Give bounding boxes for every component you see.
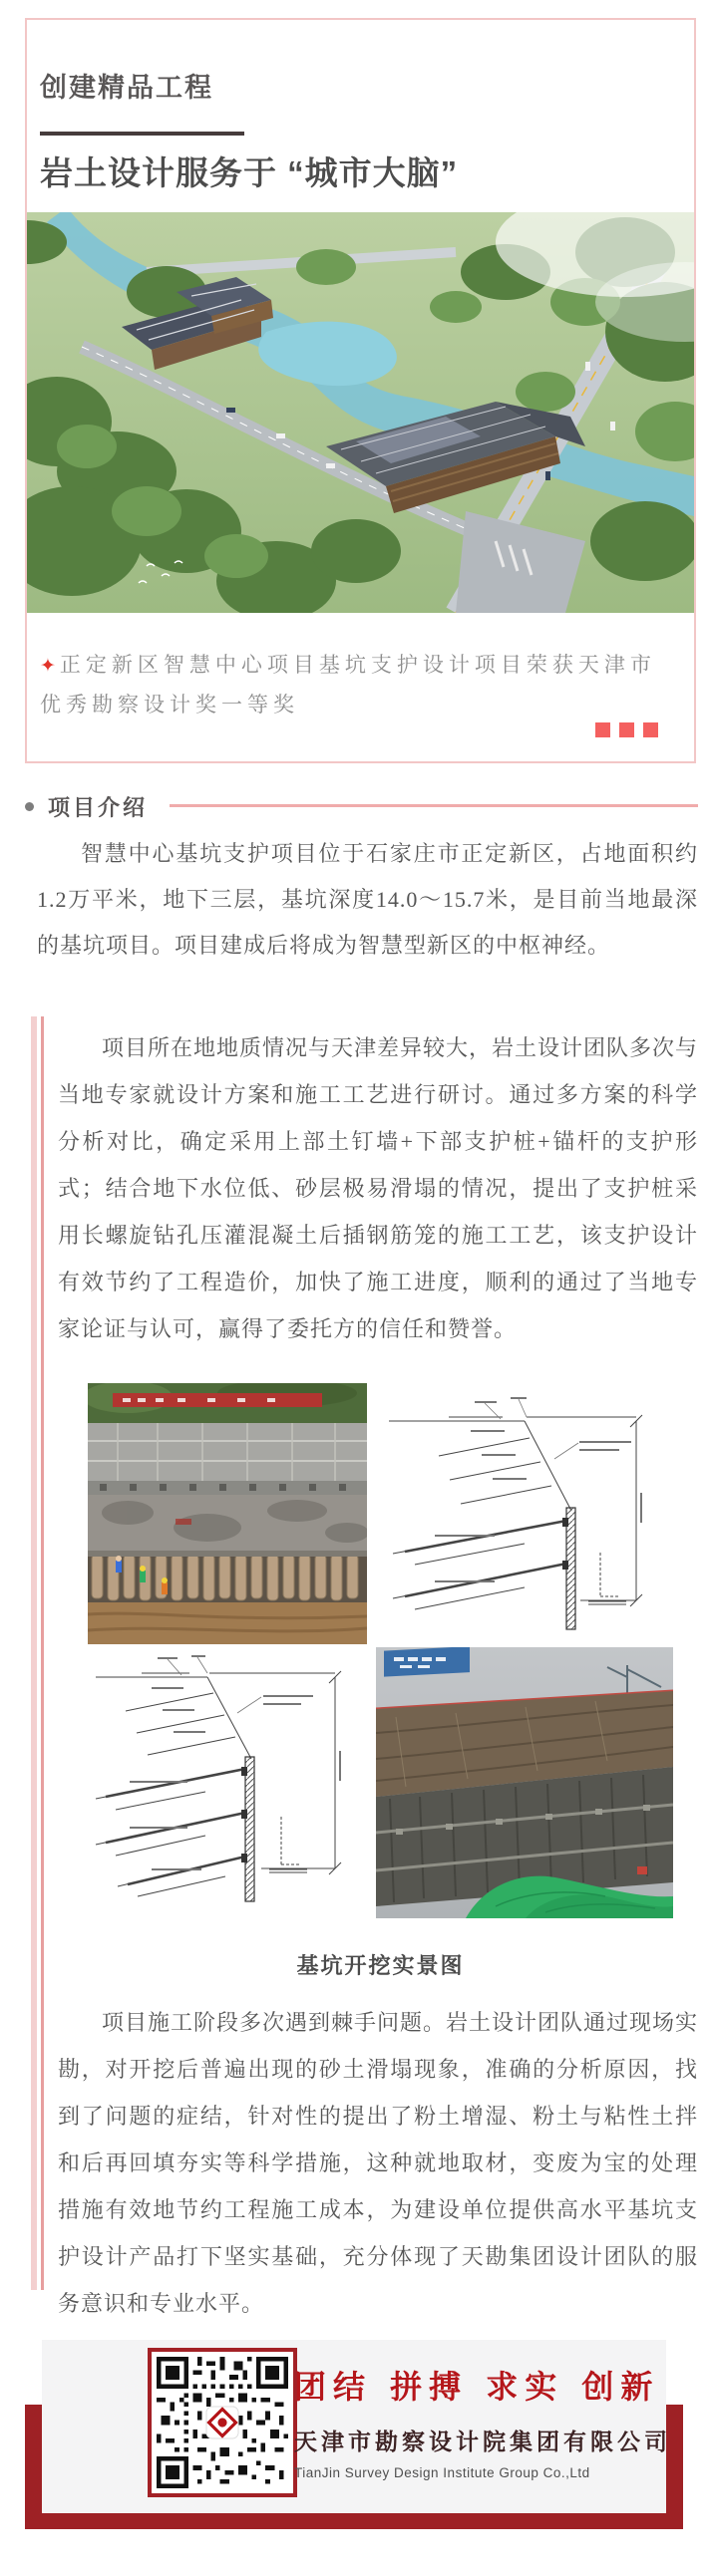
page-title: 岩土设计服务于 “城市大脑” xyxy=(40,154,459,191)
header-frame xyxy=(25,18,696,763)
footer-text xyxy=(294,2362,671,2480)
hero-caption xyxy=(40,646,674,723)
figure-caption: 基坑开挖实景图 xyxy=(296,1953,465,1978)
quote-border-light xyxy=(31,1016,37,2290)
diamond-icon: ✦ xyxy=(40,656,56,677)
paragraph-intro: 智慧中心基坑支护项目位于石家庄市正定新区，占地面积约1.2万平米，地下三层，基坑深度14.0～15.7米，是目前当地最深的基坑项目。项目建成后将成为智慧型新区的中枢神经。 xyxy=(37,841,698,958)
excavation-photo-2[interactable] xyxy=(376,1647,673,1918)
paragraph-construction: 项目施工阶段多次遇到棘手问题。岩土设计团队通过现场实勘，对开挖后普遍出现的砂土滑塌现象，准确的分析原因，找到了问题的症结，针对性的提出了粉土增湿、粉土与粘性土拌和后再回填夯实等科学措施，这种就地取材，变废为宝的处理措施有效地节约工程施工成本，为建设单位提供高水平基坑支护设计产品打下坚实基础，充分体现了天勘集团设计团队的服务意识和专业水平。 xyxy=(58,2010,699,2316)
section-rule xyxy=(170,804,698,807)
support-section-drawing-1[interactable] xyxy=(375,1383,658,1644)
hero-aerial-rendering-image[interactable] xyxy=(27,212,694,613)
support-section-drawing-2[interactable] xyxy=(86,1647,362,1918)
paragraph-design: 项目所在地地质情况与天津差异较大，岩土设计团队多次与当地专家就设计方案和施工工艺进行研讨。通过多方案的科学分析对比，确定采用上部土钉墙+下部支护桩+锚杆的支护形式；结合地下水位低、砂层极易滑塌的情况，提出了支护桩采用长螺旋钻孔压灌混凝土后插钢筋笼的施工工艺，该支护设计有效节约了工程造价，加快了施工进度，顺利的通过了当地专家论证与认可，赢得了委托方的信任和赞誉。 xyxy=(58,1035,699,1341)
bullet-dot-icon xyxy=(25,802,34,811)
section-header xyxy=(25,791,698,825)
footer-card xyxy=(42,2340,671,2513)
qr-logo-icon xyxy=(206,2407,238,2438)
footer-company-name-en: TianJin Survey Design Institute Group Co.,Ltd xyxy=(294,2465,590,2480)
quote-block xyxy=(31,1016,699,2316)
section-title: 项目介绍 xyxy=(48,795,149,820)
hero-caption-text: 正定新区智慧中心项目基坑支护设计项目荣获天津市优秀勘察设计奖一等奖 xyxy=(40,653,656,716)
qr-code xyxy=(148,2348,297,2497)
badge-underline xyxy=(40,132,244,136)
footer-slogan: 团结 拼搏 求实 创新 xyxy=(294,2368,660,2406)
decor-squares xyxy=(595,722,658,737)
excavation-photo-1[interactable] xyxy=(88,1383,367,1644)
quote-border-dark xyxy=(41,1016,44,2290)
series-badge: 创建精品工程 xyxy=(40,73,213,103)
footer-company-name-cn: 天津市勘察设计院集团有限公司 xyxy=(294,2429,671,2455)
